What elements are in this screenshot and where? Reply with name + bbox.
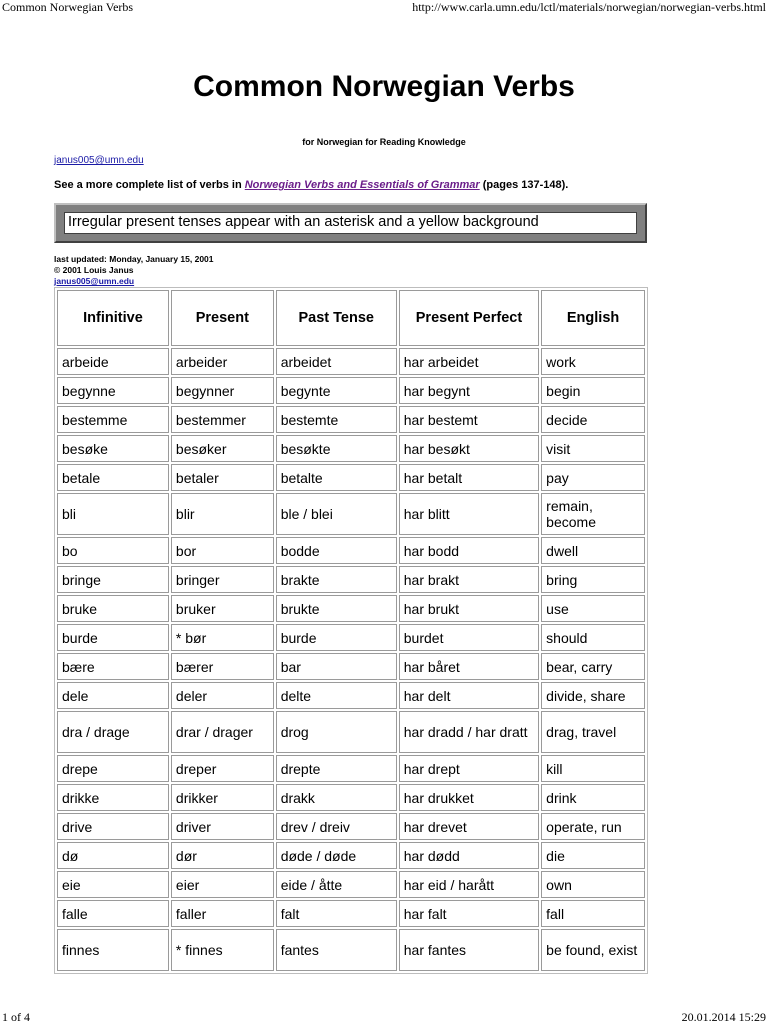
- cell-present-perfect: har brukt: [399, 595, 539, 622]
- table-row: [57, 377, 645, 404]
- table-row: [57, 682, 645, 709]
- cell-present-perfect: har delt: [399, 682, 539, 709]
- cell-infinitive: bruke: [57, 595, 169, 622]
- cell-english: should: [541, 624, 645, 651]
- cell-present: bringer: [171, 566, 274, 593]
- cell-english: work: [541, 348, 645, 375]
- page-title: Common Norwegian Verbs: [193, 70, 575, 103]
- cell-present-perfect: har bodd: [399, 537, 539, 564]
- cell-infinitive: drepe: [57, 755, 169, 782]
- cell-past-tense: døde / døde: [276, 842, 397, 869]
- cell-english: use: [541, 595, 645, 622]
- cell-infinitive: eie: [57, 871, 169, 898]
- cell-infinitive: dele: [57, 682, 169, 709]
- cell-past-tense: arbeidet: [276, 348, 397, 375]
- cell-english: drink: [541, 784, 645, 811]
- cell-present: dreper: [171, 755, 274, 782]
- cell-past-tense: drev / dreiv: [276, 813, 397, 840]
- cell-past-tense: drakk: [276, 784, 397, 811]
- cell-present: drar / drager: [171, 711, 274, 753]
- cell-present-perfect: har eid / harått: [399, 871, 539, 898]
- cell-english: begin: [541, 377, 645, 404]
- table-row: [57, 624, 645, 651]
- cell-present-perfect: har fantes: [399, 929, 539, 971]
- cell-english: fall: [541, 900, 645, 927]
- cell-infinitive: dø: [57, 842, 169, 869]
- print-header-title: Common Norwegian Verbs: [2, 0, 134, 14]
- copyright: © 2001 Louis Janus: [54, 265, 134, 275]
- cell-infinitive: burde: [57, 624, 169, 651]
- cell-infinitive: begynne: [57, 377, 169, 404]
- last-updated: last updated: Monday, January 15, 2001: [54, 254, 214, 264]
- cell-infinitive: bære: [57, 653, 169, 680]
- page-meta: [54, 254, 214, 287]
- table-row: [57, 900, 645, 927]
- cell-present: bruker: [171, 595, 274, 622]
- cell-present: deler: [171, 682, 274, 709]
- cell-english: kill: [541, 755, 645, 782]
- notice-text: Irregular present tenses appear with an asterisk and a yellow background: [64, 212, 637, 234]
- cell-present-perfect: har båret: [399, 653, 539, 680]
- table-row: [57, 755, 645, 782]
- cell-present: * bør: [171, 624, 274, 651]
- cell-infinitive: drikke: [57, 784, 169, 811]
- author-email-link-bottom[interactable]: janus005@umn.edu: [54, 276, 135, 286]
- cell-past-tense: bestemte: [276, 406, 397, 433]
- cell-infinitive: bo: [57, 537, 169, 564]
- cell-infinitive: bli: [57, 493, 169, 535]
- table-row: [57, 871, 645, 898]
- cell-present-perfect: har drevet: [399, 813, 539, 840]
- cell-infinitive: finnes: [57, 929, 169, 971]
- cell-present-perfect: har brakt: [399, 566, 539, 593]
- cell-present: eier: [171, 871, 274, 898]
- cell-infinitive: betale: [57, 464, 169, 491]
- cell-present: driver: [171, 813, 274, 840]
- cell-past-tense: bar: [276, 653, 397, 680]
- cell-present: drikker: [171, 784, 274, 811]
- cell-present: blir: [171, 493, 274, 535]
- table-row: [57, 406, 645, 433]
- cell-present-perfect: har betalt: [399, 464, 539, 491]
- cell-english: decide: [541, 406, 645, 433]
- page-subtitle: for Norwegian for Reading Knowledge: [302, 137, 466, 147]
- cell-past-tense: drepte: [276, 755, 397, 782]
- table-row: [57, 653, 645, 680]
- header-present: Present: [171, 290, 274, 346]
- cell-past-tense: ble / blei: [276, 493, 397, 535]
- cell-present: begynner: [171, 377, 274, 404]
- cell-present-perfect: har drukket: [399, 784, 539, 811]
- cell-present: faller: [171, 900, 274, 927]
- print-footer: [0, 1010, 768, 1024]
- see-more-text: [54, 179, 568, 191]
- table-row: [57, 493, 645, 535]
- cell-english: be found, exist: [541, 929, 645, 971]
- cell-english: bear, carry: [541, 653, 645, 680]
- cell-present-perfect: har blitt: [399, 493, 539, 535]
- cell-present-perfect: har begynt: [399, 377, 539, 404]
- cell-past-tense: begynte: [276, 377, 397, 404]
- header-past-tense: Past Tense: [276, 290, 397, 346]
- print-header-url: http://www.carla.umn.edu/lctl/materials/norwegian/norwegian-verbs.html: [412, 0, 766, 14]
- print-header: [0, 0, 768, 16]
- table-row: [57, 784, 645, 811]
- verbs-table: [54, 287, 648, 974]
- table-row: [57, 566, 645, 593]
- table-header-row: [57, 290, 645, 346]
- cell-present: betaler: [171, 464, 274, 491]
- cell-english: dwell: [541, 537, 645, 564]
- cell-english: operate, run: [541, 813, 645, 840]
- see-more-suffix: (pages 137-148).: [479, 179, 569, 191]
- cell-past-tense: eide / åtte: [276, 871, 397, 898]
- cell-present-perfect: har drept: [399, 755, 539, 782]
- table-row: [57, 929, 645, 971]
- cell-present-perfect: har bestemt: [399, 406, 539, 433]
- cell-infinitive: besøke: [57, 435, 169, 462]
- cell-present: dør: [171, 842, 274, 869]
- header-present-perfect: Present Perfect: [399, 290, 539, 346]
- cell-infinitive: falle: [57, 900, 169, 927]
- cell-english: own: [541, 871, 645, 898]
- cell-english: divide, share: [541, 682, 645, 709]
- header-infinitive: Infinitive: [57, 290, 169, 346]
- see-more-prefix: See a more complete list of verbs in: [54, 179, 245, 191]
- cell-past-tense: brakte: [276, 566, 397, 593]
- cell-past-tense: brukte: [276, 595, 397, 622]
- cell-present-perfect: har dødd: [399, 842, 539, 869]
- cell-past-tense: bodde: [276, 537, 397, 564]
- cell-infinitive: bringe: [57, 566, 169, 593]
- cell-english: drag, travel: [541, 711, 645, 753]
- cell-infinitive: arbeide: [57, 348, 169, 375]
- table-row: [57, 435, 645, 462]
- cell-present-perfect: har besøkt: [399, 435, 539, 462]
- cell-present-perfect: har arbeidet: [399, 348, 539, 375]
- table-row: [57, 348, 645, 375]
- cell-present: arbeider: [171, 348, 274, 375]
- cell-present-perfect: har falt: [399, 900, 539, 927]
- table-row: [57, 711, 645, 753]
- cell-past-tense: drog: [276, 711, 397, 753]
- verbs-table-body: [57, 348, 645, 971]
- table-row: [57, 595, 645, 622]
- cell-present: bor: [171, 537, 274, 564]
- cell-present-perfect: burdet: [399, 624, 539, 651]
- cell-english: die: [541, 842, 645, 869]
- table-row: [57, 842, 645, 869]
- cell-past-tense: betalte: [276, 464, 397, 491]
- cell-infinitive: dra / drage: [57, 711, 169, 753]
- cell-past-tense: burde: [276, 624, 397, 651]
- cell-present: * finnes: [171, 929, 274, 971]
- cell-english: visit: [541, 435, 645, 462]
- cell-present: bestemmer: [171, 406, 274, 433]
- cell-present: bærer: [171, 653, 274, 680]
- cell-english: pay: [541, 464, 645, 491]
- cell-infinitive: bestemme: [57, 406, 169, 433]
- cell-past-tense: falt: [276, 900, 397, 927]
- cell-past-tense: besøkte: [276, 435, 397, 462]
- cell-infinitive: drive: [57, 813, 169, 840]
- cell-present-perfect: har dradd / har dratt: [399, 711, 539, 753]
- notice-box: [54, 203, 647, 243]
- cell-english: remain, become: [541, 493, 645, 535]
- author-email-link[interactable]: janus005@umn.edu: [54, 155, 144, 166]
- cell-english: bring: [541, 566, 645, 593]
- table-row: [57, 537, 645, 564]
- table-row: [57, 813, 645, 840]
- table-row: [57, 464, 645, 491]
- cell-present: besøker: [171, 435, 274, 462]
- page-number: 1 of 4: [2, 1010, 30, 1024]
- grammar-book-link[interactable]: Norwegian Verbs and Essentials of Grammar: [244, 179, 480, 191]
- header-english: English: [541, 290, 645, 346]
- cell-past-tense: fantes: [276, 929, 397, 971]
- print-datetime: 20.01.2014 15:29: [681, 1010, 766, 1024]
- cell-past-tense: delte: [276, 682, 397, 709]
